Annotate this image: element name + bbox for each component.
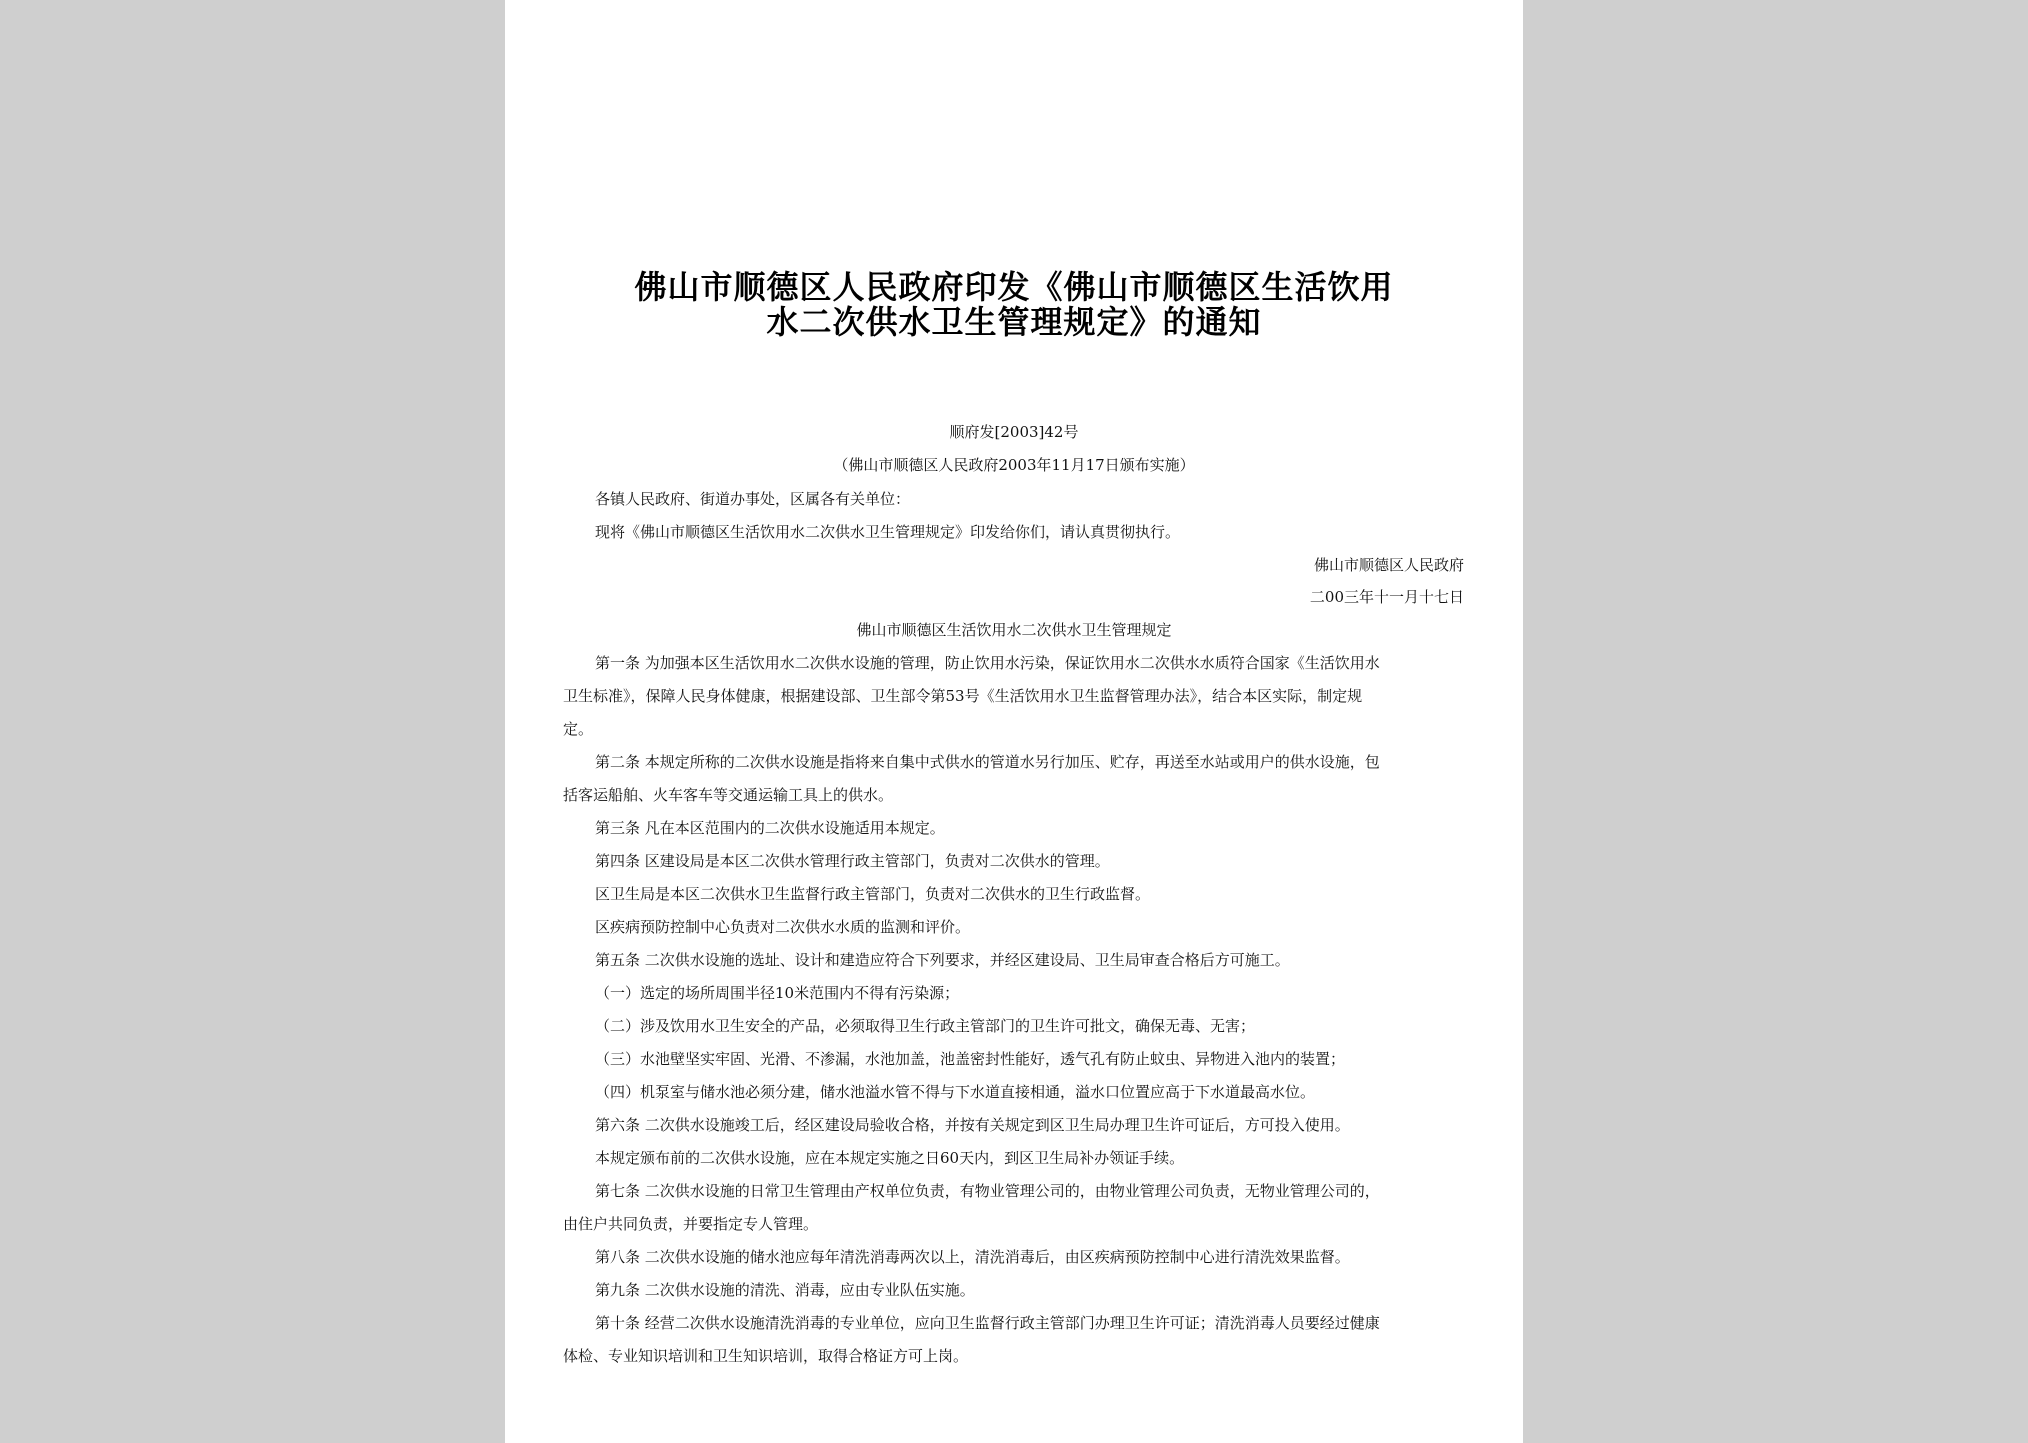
body-line: 区卫生局是本区二次供水卫生监督行政主管部门，负责对二次供水的卫生行政监督。 bbox=[595, 885, 1151, 903]
document-title-line-1: 佛山市顺德区人民政府印发《佛山市顺德区生活饮用 bbox=[634, 268, 1394, 306]
body-line: 第三条 凡在本区范围内的二次供水设施适用本规定。 bbox=[595, 819, 945, 837]
document-number: 顺府发[2003]42号 bbox=[949, 423, 1079, 441]
body-line: 第八条 二次供水设施的储水池应每年清洗消毒两次以上，清洗消毒后，由区疾病预防控制中心进行清洗效果监督。 bbox=[595, 1248, 1350, 1266]
body-line: 第七条 二次供水设施的日常卫生管理由产权单位负责，有物业管理公司的，由物业管理公司负责，无物业管理公司的， bbox=[595, 1182, 1380, 1200]
regulation-title: 佛山市顺德区生活饮用水二次供水卫生管理规定 bbox=[856, 621, 1172, 639]
body-line: 区疾病预防控制中心负责对二次供水水质的监测和评价。 bbox=[595, 918, 971, 936]
body-line: 体检、专业知识培训和卫生知识培训，取得合格证方可上岗。 bbox=[563, 1347, 969, 1365]
document-title-line-2: 水二次供水卫生管理规定》的通知 bbox=[766, 303, 1262, 341]
body-line: （三）水池壁坚实牢固、光滑、不渗漏，水池加盖，池盖密封性能好，透气孔有防止蚊虫、异物进入池内的装置； bbox=[595, 1050, 1346, 1068]
body-line: 第六条 二次供水设施竣工后，经区建设局验收合格，并按有关规定到区卫生局办理卫生许可证后，方可投入使用。 bbox=[595, 1116, 1350, 1134]
body-line: 第一条 为加强本区生活饮用水二次供水设施的管理，防止饮用水污染，保证饮用水二次供水水质符合国家《生活饮用水 bbox=[595, 654, 1380, 672]
body-line: 卫生标准》，保障人民身体健康，根据建设部、卫生部令第53号《生活饮用水卫生监督管理办法》，结合本区实际，制定规 bbox=[563, 687, 1363, 705]
body-line: 第十条 经营二次供水设施清洗消毒的专业单位，应向卫生监督行政主管部门办理卫生许可证；清洗消毒人员要经过健康 bbox=[595, 1314, 1380, 1332]
body-line: 定。 bbox=[563, 720, 594, 738]
intro-paragraph: 现将《佛山市顺德区生活饮用水二次供水卫生管理规定》印发给你们，请认真贯彻执行。 bbox=[595, 523, 1181, 541]
issued-note: （佛山市顺德区人民政府2003年11月17日颁布实施） bbox=[833, 456, 1195, 474]
body-line: 第四条 区建设局是本区二次供水管理行政主管部门，负责对二次供水的管理。 bbox=[595, 852, 1110, 870]
addressee: 各镇人民政府、街道办事处，区属各有关单位： bbox=[595, 490, 911, 508]
signature-org: 佛山市顺德区人民政府 bbox=[1313, 556, 1464, 574]
document-page bbox=[505, 0, 1523, 1443]
body-line: （一）选定的场所周围半径10米范围内不得有污染源； bbox=[595, 984, 960, 1002]
body-line: 本规定颁布前的二次供水设施，应在本规定实施之日60天内，到区卫生局补办领证手续。 bbox=[595, 1149, 1185, 1167]
body-line: （四）机泵室与储水池必须分建，储水池溢水管不得与下水道直接相通，溢水口位置应高于下水道最高水位。 bbox=[595, 1083, 1316, 1101]
body-line: 由住户共同负责，并要指定专人管理。 bbox=[563, 1215, 819, 1233]
body-line: （二）涉及饮用水卫生安全的产品，必须取得卫生行政主管部门的卫生许可批文，确保无毒、无害； bbox=[595, 1017, 1256, 1035]
body-line: 第二条 本规定所称的二次供水设施是指将来自集中式供水的管道水另行加压、贮存，再送至水站或用户的供水设施，包 bbox=[595, 753, 1380, 771]
body-line: 括客运船舶、火车客车等交通运输工具上的供水。 bbox=[563, 786, 894, 804]
signature-date: 二00三年十一月十七日 bbox=[1309, 588, 1464, 606]
body-line: 第九条 二次供水设施的清洗、消毒，应由专业队伍实施。 bbox=[595, 1281, 975, 1299]
body-line: 第五条 二次供水设施的选址、设计和建造应符合下列要求，并经区建设局、卫生局审查合格后方可施工。 bbox=[595, 951, 1290, 969]
